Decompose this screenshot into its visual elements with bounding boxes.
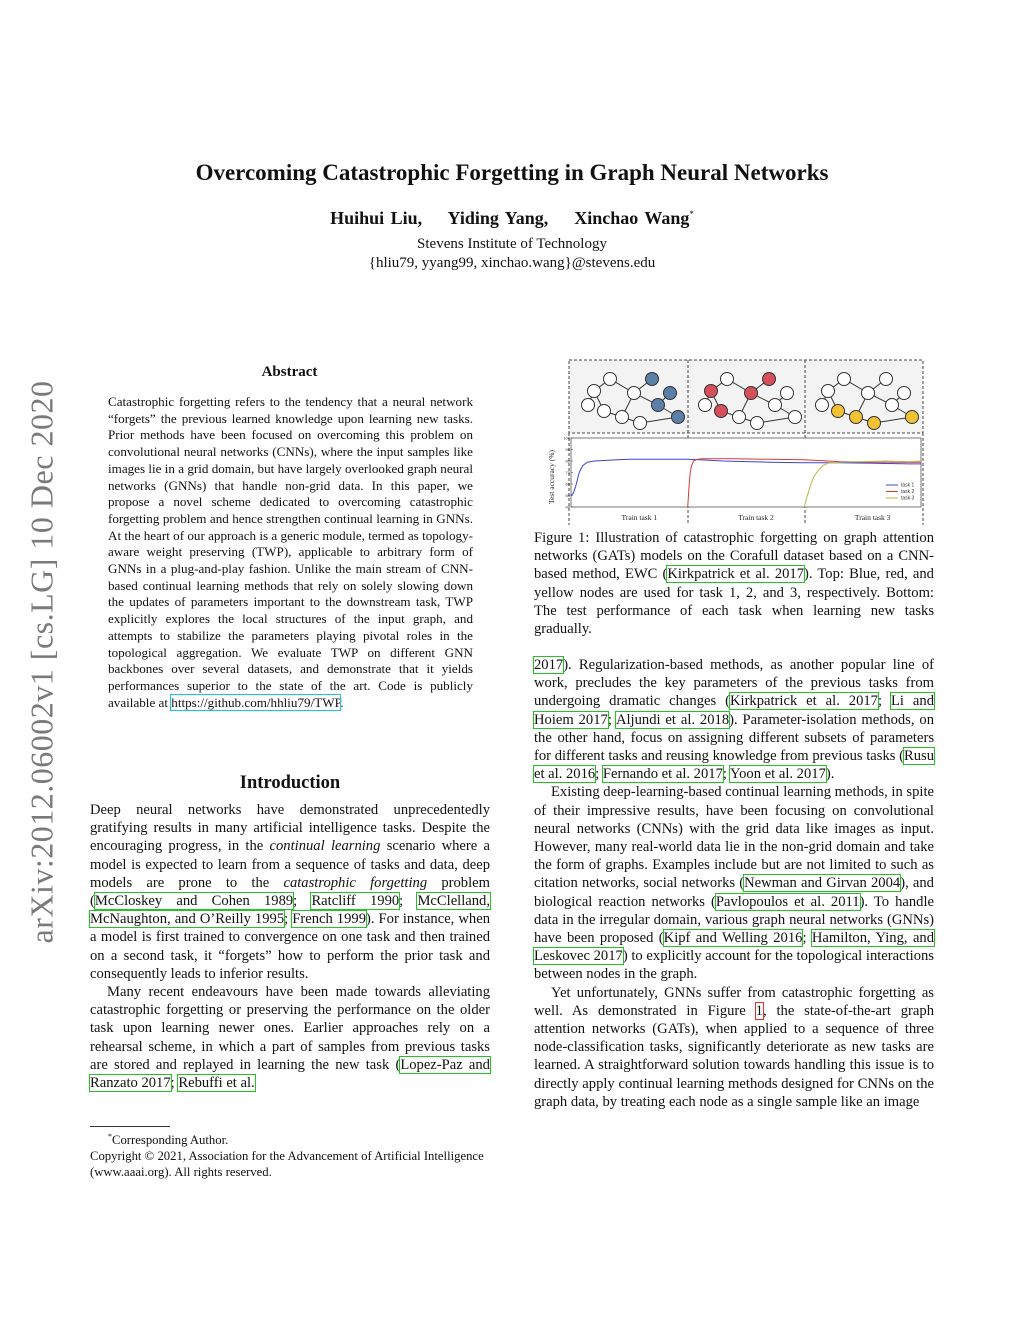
text-run: Existing deep-learning-based continual learning methods, in spite of their impressive results, have been focusing on convolutional neural networks (CNNs) with the grid data like images as input. However, many real-world data lie in the non-grid domain and take the form of graphs. Examples include but are not limited to such as citation networks, social networks ( — [534, 784, 934, 892]
graph-node — [769, 399, 782, 412]
separator: ; — [293, 893, 312, 910]
citation-link[interactable]: Rebuffi et al. — [178, 1075, 255, 1092]
text-run: ). — [825, 766, 835, 783]
text-run: Deep neural networks have demonstrated unprecedentedly gratifying results in many artificial intelligence tasks. Despite the encouraging progress, in the — [90, 802, 490, 855]
graph-node — [699, 399, 712, 412]
citation-link[interactable]: Fernando et al. 2017 — [602, 766, 723, 783]
graph-node — [781, 387, 794, 400]
figure-caption — [534, 529, 934, 638]
citation-link[interactable]: 2017 — [534, 657, 564, 673]
text-run: ). Top: Blue, red, and yellow nodes are used for task 1, 2, and 3, respectively. Bottom: The test performance of each task when learning new tasks gradually. — [534, 566, 934, 638]
citation-link[interactable]: Rusu et al. 2016 — [534, 748, 934, 783]
corresponding-mark: * — [689, 209, 694, 219]
graph-node — [898, 387, 911, 400]
x-axis-label: Train task 1 — [621, 513, 658, 522]
citation-link[interactable]: Kirkpatrick et al. 2017 — [729, 693, 878, 710]
graph-node — [906, 411, 919, 424]
x-axis-label: Train task 2 — [738, 513, 774, 522]
separator: ; — [722, 766, 731, 783]
citation-link[interactable]: Li and Hoiem 2017 — [534, 693, 934, 728]
footnote-rule — [90, 1126, 170, 1127]
footnote-text: Corresponding Author. — [112, 1133, 229, 1148]
citation-link[interactable]: Aljundi et al. 2018 — [615, 711, 730, 728]
paragraph — [534, 984, 934, 1111]
figure-ref-link[interactable]: 1 — [755, 1002, 763, 1019]
text-run: ) to explicitly account for the topological interactions between nodes in the graph. — [534, 948, 934, 983]
author-name: Huihui Liu, — [330, 208, 423, 228]
graph-node — [582, 399, 595, 412]
graph-node — [868, 417, 881, 430]
graph-node — [816, 399, 829, 412]
separator: ; — [877, 693, 891, 710]
paragraph — [534, 783, 934, 983]
arxiv-id: arXiv:2012.06002v1 [cs.LG] 10 Dec 2020 — [23, 380, 60, 944]
graph-node — [822, 385, 835, 398]
graph-node — [672, 411, 685, 424]
x-axis-label: Train task 3 — [854, 513, 891, 522]
citation-link[interactable]: Yoon et al. 2017 — [730, 766, 826, 783]
paragraph — [90, 983, 490, 1092]
footnote — [90, 1129, 490, 1180]
author-name: Xinchao Wang — [574, 208, 690, 228]
text-run: ). To handle data in the irregular domain, various graph neural networks (GNNs) have been proposed ( — [534, 893, 935, 947]
text-run: problem ( — [90, 874, 490, 910]
graph-node — [733, 411, 746, 424]
footnote-mark: * — [108, 1132, 112, 1141]
abstract-end: . — [340, 694, 344, 710]
y-tick-label: 80 — [565, 458, 570, 464]
author-name: Yiding Yang, — [447, 208, 549, 228]
y-tick-label: 50 — [565, 493, 570, 498]
right-column — [534, 656, 934, 1111]
paragraph — [534, 656, 934, 783]
author-emails: {hliu79, yyang99, xinchao.wang}@stevens.edu — [368, 255, 656, 271]
left-column — [90, 801, 490, 1092]
graph-node — [721, 373, 734, 386]
abstract-body: Catastrophic forgetting refers to the tendency that a neural network “forgets” the previous learned knowledge upon learning new tasks. Prior methods have been focused on overcoming this problem on convolutional neural networks (CNNs), where the input samples like images lie in a grid domain, but have largely overlooked graph neural networks (GNNs) that handle non-grid data. In this paper, we propose a novel scheme dedicated to overcoming catastrophic forgetting problem and hence strengthen continual learning in GNNs. At the heart of our approach is a generic module, termed as topology-aware weight preserving (TWP), applicable to arbitrary form of GNNs in a plug-and-play fashion. Unlike the main stream of CNN-based continual learning methods that rely on solely slowing down the updates of parameters important to the downstream task, TWP explicitly explores the local structures of the input graph, and attempts to stabilize the parameters playing pivotal roles in the topological aggregation. We evaluate TWP on different GNN backbones over several datasets, and demonstrate that it yields performances superior to the state of the art. Code is publicly available at — [108, 394, 473, 710]
separator: ; — [170, 1075, 179, 1092]
abstract-heading: Abstract — [261, 364, 318, 380]
separator: ; — [802, 930, 812, 947]
y-tick-label: 90 — [565, 447, 570, 452]
citation-link[interactable]: Pavlopoulos et al. 2011 — [715, 893, 860, 910]
citation-link[interactable]: Hamilton, Ying, and Leskovec 2017 — [534, 930, 935, 965]
legend-label: task 1 — [901, 482, 915, 489]
graph-node — [789, 411, 802, 424]
citation-link[interactable]: McClelland, McNaughton, and O’Reilly 1995 — [90, 893, 491, 928]
graph-node — [664, 387, 677, 400]
text-run: , the state-of-the-art graph attention networks (GATs), when applied to a sequence of three node-classification tasks, significantly deteriorate as new tasks are learned. A straightforward solution towards handling this issue is to directly apply continual learning methods designed for CNNs on the graph data, by treating each node as a single sample like an image — [534, 1002, 934, 1110]
graph-node — [652, 399, 665, 412]
graph-node — [886, 399, 899, 412]
text-run: ). Regularization-based methods, as another popular line of work, precludes the key parameters of the previous tasks from undergoing dramatic changes ( — [534, 657, 934, 710]
graph-node — [616, 411, 629, 424]
graph-node — [705, 385, 718, 398]
paragraph — [90, 801, 490, 983]
text-run: Figure 1: Illustration of catastrophic forgetting on graph attention networks (GATs) models on the Corafull dataset based on a CNN-based method, EWC ( — [534, 530, 934, 583]
y-tick-label: 70 — [565, 470, 570, 475]
y-axis-label: Test accuracy (%) — [547, 449, 556, 505]
citation-link[interactable]: French 1999 — [292, 911, 366, 928]
emphasis: continual learning — [269, 838, 381, 855]
graph-node — [763, 373, 776, 386]
section-heading-introduction: Introduction — [239, 773, 341, 793]
citation-link[interactable]: Kirkpatrick et al. 2017 — [667, 566, 805, 583]
graph-node — [838, 373, 851, 386]
text-run: ), and biological reaction networks ( — [534, 875, 934, 910]
graph-node — [751, 417, 764, 430]
paper-title: Overcoming Catastrophic Forgetting in Graph Neural Networks — [195, 160, 829, 185]
legend-label: task 2 — [901, 489, 915, 496]
graph-node — [745, 387, 758, 400]
text-run: Many recent endeavours have been made towards alleviating catastrophic forgetting or preserving the performance on the older task upon learning newer ones. Earlier approaches rely on a rehearsal scheme, in which a part of samples from previous tasks are stored and replayed in learning the new task ( — [90, 984, 490, 1073]
accuracy-plot — [563, 436, 921, 523]
legend-label: task 3 — [901, 495, 915, 502]
text-run: scenario where a model is expected to learn from a sequence of tasks and data, deep models are prone to the — [90, 838, 490, 891]
text-run: ). Parameter-isolation methods, on the other hand, focus on assigning different subsets of parameters for different tasks and reusing knowledge from previous tasks ( — [534, 711, 934, 765]
affiliation: Stevens Institute of Technology — [417, 236, 607, 252]
plot-frame — [571, 438, 921, 507]
abstract-text — [108, 394, 473, 711]
graph-node — [598, 405, 611, 418]
citation-link[interactable]: McCloskey and Cohen 1989 — [94, 893, 294, 910]
code-link[interactable]: https://github.com/hhliu79/TWP — [171, 694, 341, 710]
citation-link[interactable]: Ratcliff 1990 — [311, 893, 400, 910]
graph-node — [604, 373, 617, 386]
text-run: Yet unfortunately, GNNs suffer from catastrophic forgetting as well. As demonstrated in Figure — [534, 984, 934, 1019]
graph-node — [588, 385, 601, 398]
separator: ; — [399, 893, 418, 910]
y-tick-label: 60 — [565, 481, 570, 487]
y-tick-label: 100 — [563, 435, 570, 441]
graph-node — [832, 405, 845, 418]
graph-node — [850, 411, 863, 424]
copyright-note: Copyright © 2021, Association for the Advancement of Artificial Intelligence (www.aaai.org). All rights reserved. — [90, 1149, 484, 1180]
citation-link[interactable]: Kipf and Welling 2016 — [663, 930, 803, 947]
corresponding-note — [90, 1129, 490, 1148]
emphasis: catastrophic forgetting — [283, 874, 428, 891]
author-list — [0, 208, 1024, 229]
graph-node — [628, 387, 641, 400]
figure-1 — [547, 359, 924, 526]
graph-node — [715, 405, 728, 418]
separator: ; — [284, 911, 293, 928]
separator: ; — [595, 766, 603, 783]
citation-link[interactable]: Newman and Girvan 2004 — [744, 875, 901, 892]
separator: ; — [607, 711, 616, 728]
citation-link[interactable]: Lopez-Paz and Ranzato 2017 — [90, 1056, 490, 1092]
graph-node — [646, 373, 659, 386]
graph-node — [862, 387, 875, 400]
text-run: ). For instance, when a model is first trained to convergence on one task and then trained on a second task, it “forgets” how to perform the prior task and consequently leads to inferior results. — [90, 911, 490, 982]
y-tick-label: 40 — [565, 504, 570, 510]
graph-node — [634, 417, 647, 430]
graph-node — [880, 373, 893, 386]
